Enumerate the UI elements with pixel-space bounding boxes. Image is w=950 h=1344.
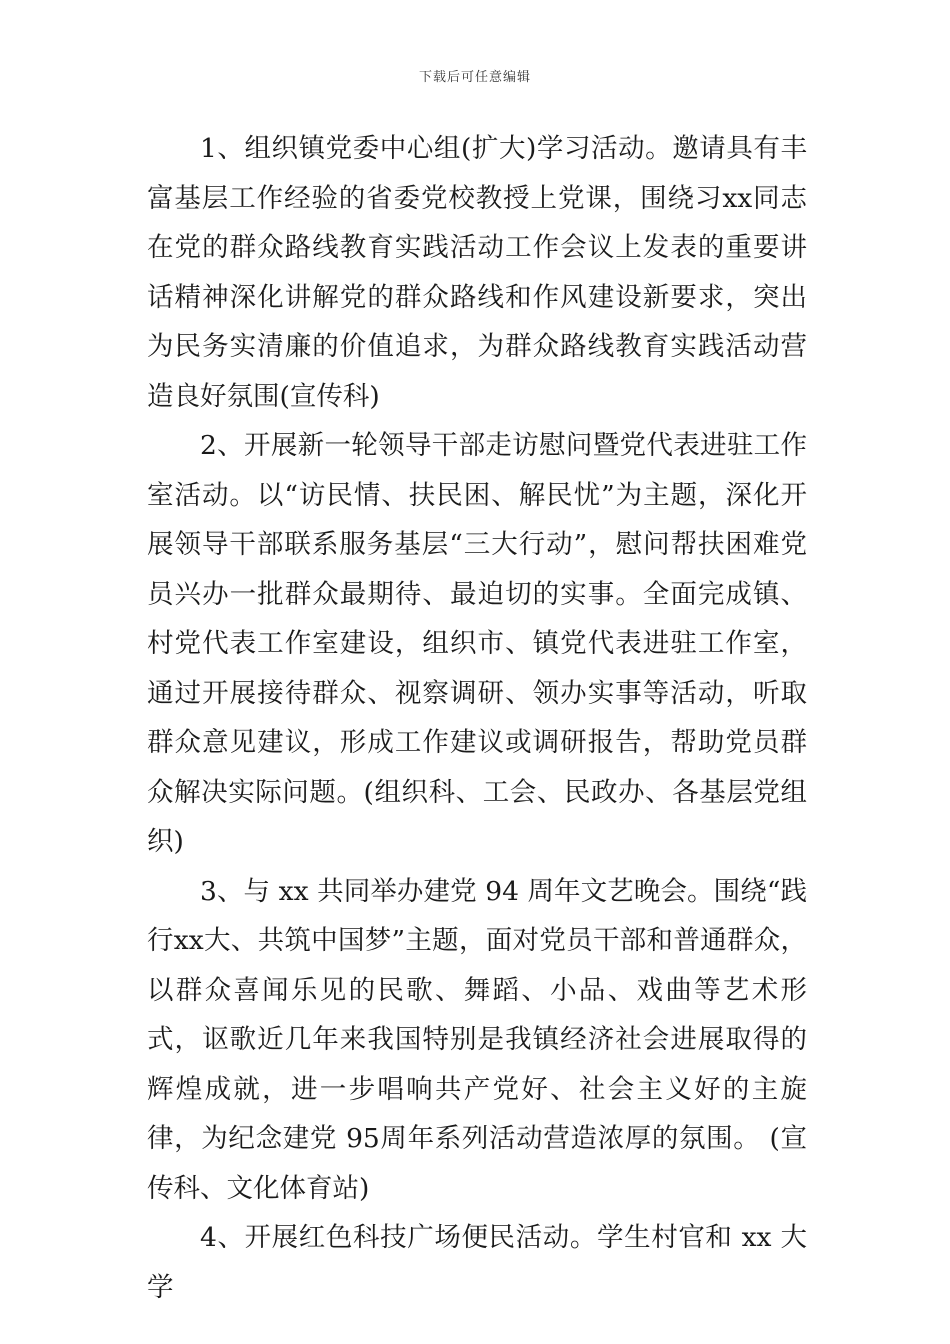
paragraph-1: 1、组织镇党委中心组(扩大)学习活动。邀请具有丰富基层工作经验的省委党校教授上党课，围绕习xx同志在党的群众路线教育实践活动工作会议上发表的重要讲话精神深化讲解党的群众路线和作风建设新要求，突出为民务实清廉的价值追求，为群众路线教育实践活动营造良好氛围(宣传科)	[147, 133, 807, 412]
paragraph-3: 3、与 xx 共同举办建党 94 周年文艺晚会。围绕“践行xx大、共筑中国梦”主题，面对党员干部和普通群众，以群众喜闻乐见的民歌、舞蹈、小品、戏曲等艺术形式，讴歌近几年来我国特别是我镇经济社会进展取得的辉煌成就，进一步唱响共产党好、社会主义好的主旋律，为纪念建党 95周年系列活动营造浓厚的氛围。 (宣传科、文化体育站)	[147, 875, 807, 1204]
document-body	[147, 124, 807, 1312]
paragraph-4: 4、开展红色科技广场便民活动。学生村官和 xx 大学	[147, 1222, 807, 1303]
paragraph-2: 2、开展新一轮领导干部走访慰问暨党代表进驻工作室活动。以“访民情、扶民困、解民忧”为主题，深化开展领导干部联系服务基层“三大行动”，慰问帮扶困难党员兴办一批群众最期待、最迫切的实事。全面完成镇、村党代表工作室建设，组织市、镇党代表进驻工作室，通过开展接待群众、视察调研、领办实事等活动，听取群众意见建议，形成工作建议或调研报告，帮助党员群众解决实际问题。(组织科、工会、民政办、各基层党组织)	[147, 430, 807, 857]
page-header-note: 下载后可任意编辑	[418, 70, 531, 85]
